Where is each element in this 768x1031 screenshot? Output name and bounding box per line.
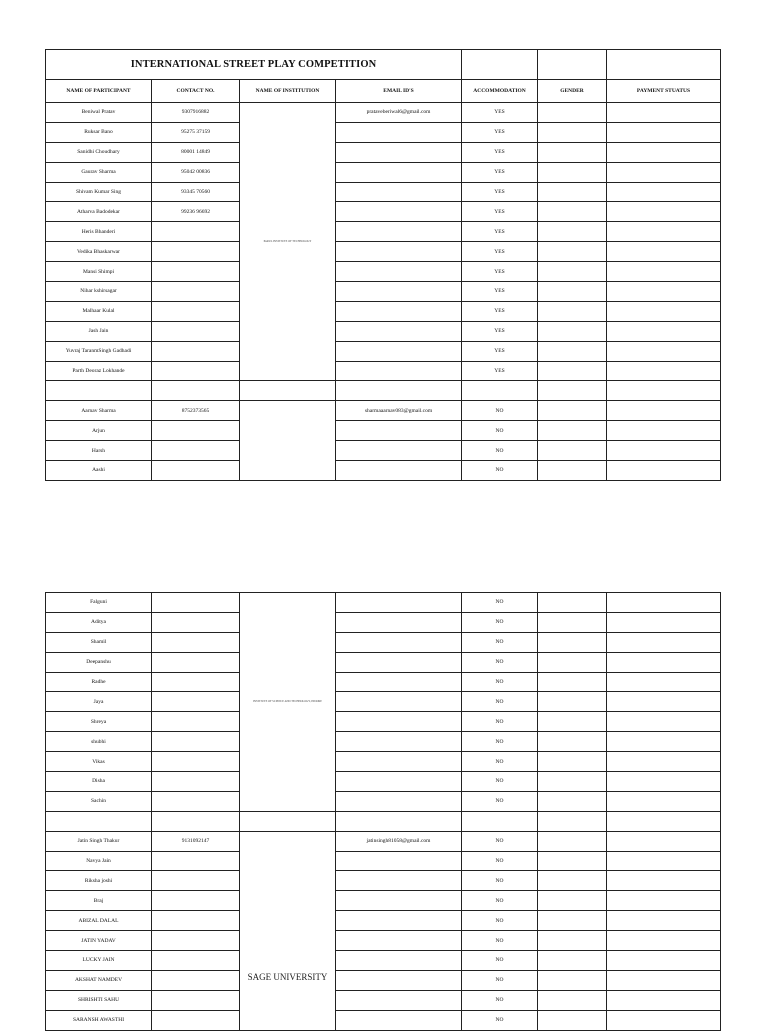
email-id <box>336 612 462 632</box>
contact-number <box>152 441 240 461</box>
email-id <box>336 951 462 971</box>
institution-name: INSTITUTE OF SCIENCE AND TECHNOLOGY, INDORE <box>240 593 336 812</box>
payment-status-value <box>607 321 721 341</box>
accommodation-value: NO <box>462 672 538 692</box>
table-row <box>46 970 721 990</box>
email-id <box>336 361 462 381</box>
table-row <box>46 593 721 613</box>
contact-number <box>152 970 240 990</box>
table-row <box>46 441 721 461</box>
accommodation-value: NO <box>462 990 538 1010</box>
table-row <box>46 791 721 811</box>
payment-status-value <box>607 772 721 792</box>
header-accommodation: ACCOMMODATION <box>462 80 538 103</box>
contact-number: 9307916882 <box>152 103 240 123</box>
payment-status-value <box>607 791 721 811</box>
payment-status-value <box>607 752 721 772</box>
payment-status-value <box>607 461 721 481</box>
participant-name: Vikas <box>46 752 152 772</box>
sheet-title: INTERNATIONAL STREET PLAY COMPETITION <box>46 50 462 80</box>
email-id <box>336 970 462 990</box>
email-id <box>336 931 462 951</box>
accommodation-value: YES <box>462 103 538 123</box>
gender-value <box>538 441 607 461</box>
gender-value <box>538 851 607 871</box>
contact-number: 95042 00836 <box>152 162 240 182</box>
email-id <box>336 341 462 361</box>
gender-value <box>538 891 607 911</box>
email-id <box>336 772 462 792</box>
accommodation-value: NO <box>462 931 538 951</box>
accommodation-value: NO <box>462 461 538 481</box>
accommodation-value: NO <box>462 632 538 652</box>
contact-number <box>152 652 240 672</box>
gender-value <box>538 222 607 242</box>
participant-name: SHRISHTI SAHU <box>46 990 152 1010</box>
table-row <box>46 931 721 951</box>
accommodation-value: NO <box>462 593 538 613</box>
payment-status-value <box>607 361 721 381</box>
table-row <box>46 891 721 911</box>
payment-status-value <box>607 672 721 692</box>
payment-status-value <box>607 162 721 182</box>
accommodation-value: YES <box>462 301 538 321</box>
participant-name: SARANSH AWASTHI <box>46 1010 152 1030</box>
gender-value <box>538 612 607 632</box>
accommodation-value: NO <box>462 970 538 990</box>
blank-row <box>46 811 721 831</box>
table-row <box>46 612 721 632</box>
payment-status-value <box>607 1010 721 1030</box>
table-row <box>46 1010 721 1030</box>
accommodation-value: NO <box>462 752 538 772</box>
contact-number <box>152 990 240 1010</box>
table-row <box>46 103 721 123</box>
payment-status-value <box>607 951 721 971</box>
accommodation-value: YES <box>462 262 538 282</box>
accommodation-value: NO <box>462 692 538 712</box>
participant-name: ABIZAL DALAL <box>46 911 152 931</box>
accommodation-value: NO <box>462 851 538 871</box>
contact-number <box>152 282 240 302</box>
accommodation-value: NO <box>462 712 538 732</box>
contact-number <box>152 421 240 441</box>
table-row <box>46 361 721 381</box>
accommodation-value: NO <box>462 652 538 672</box>
email-id <box>336 672 462 692</box>
table-row <box>46 632 721 652</box>
email-id <box>336 321 462 341</box>
email-id <box>336 752 462 772</box>
accommodation-value: YES <box>462 182 538 202</box>
participant-name: Mansi Shimpi <box>46 262 152 282</box>
participant-name: Jaya <box>46 692 152 712</box>
table-row <box>46 772 721 792</box>
payment-status-value <box>607 421 721 441</box>
email-id <box>336 282 462 302</box>
contact-number: 99236 96692 <box>152 202 240 222</box>
payment-status-value <box>607 262 721 282</box>
participant-name: Aditya <box>46 612 152 632</box>
accommodation-value: NO <box>462 421 538 441</box>
email-id <box>336 732 462 752</box>
accommodation-value: NO <box>462 1010 538 1030</box>
participant-name: Shivam Kumar Sing <box>46 182 152 202</box>
email-id <box>336 871 462 891</box>
accommodation-value: NO <box>462 871 538 891</box>
participant-name: Arjun <box>46 421 152 441</box>
email-id <box>336 990 462 1010</box>
email-id: jatinsingh81058@gmail.com <box>336 831 462 851</box>
gender-value <box>538 162 607 182</box>
header-email: EMAIL ID'S <box>336 80 462 103</box>
accommodation-value: YES <box>462 341 538 361</box>
email-id <box>336 441 462 461</box>
accommodation-value: NO <box>462 772 538 792</box>
contact-number <box>152 732 240 752</box>
accommodation-value: NO <box>462 831 538 851</box>
participant-name: AKSHAT NAMDEV <box>46 970 152 990</box>
payment-status-value <box>607 301 721 321</box>
blank-row <box>46 381 721 401</box>
accommodation-value: NO <box>462 891 538 911</box>
header-institution: NAME OF INSTITUTION <box>240 80 336 103</box>
email-id: prataveberiwal6@gmail.com <box>336 103 462 123</box>
payment-status-value <box>607 911 721 931</box>
email-id <box>336 421 462 441</box>
participant-name: Atharva Badodekar <box>46 202 152 222</box>
gender-value <box>538 282 607 302</box>
table-row <box>46 162 721 182</box>
email-id <box>336 222 462 242</box>
contact-number <box>152 361 240 381</box>
participant-name: Navya Jain <box>46 851 152 871</box>
payment-status-value <box>607 593 721 613</box>
contact-number <box>152 593 240 613</box>
payment-status-value <box>607 632 721 652</box>
participants-table-top <box>45 49 721 481</box>
participant-name: Beniwal Pratav <box>46 103 152 123</box>
contact-number: 8752373565 <box>152 401 240 421</box>
table-row <box>46 222 721 242</box>
participant-name: Heris Bhanderi <box>46 222 152 242</box>
header-contact: CONTACT NO. <box>152 80 240 103</box>
contact-number <box>152 891 240 911</box>
contact-number <box>152 612 240 632</box>
payment-status-value <box>607 712 721 732</box>
participant-name: Aarnav Sharma <box>46 401 152 421</box>
email-id <box>336 911 462 931</box>
contact-number <box>152 911 240 931</box>
email-id <box>336 652 462 672</box>
payment-status-value <box>607 732 721 752</box>
payment-status-value <box>607 341 721 361</box>
gender-value <box>538 103 607 123</box>
accommodation-value: YES <box>462 361 538 381</box>
accommodation-value: YES <box>462 282 538 302</box>
table-row <box>46 951 721 971</box>
gender-value <box>538 652 607 672</box>
contact-number <box>152 321 240 341</box>
accommodation-value: YES <box>462 142 538 162</box>
participant-name: Riksha joshi <box>46 871 152 891</box>
email-id <box>336 851 462 871</box>
email-id <box>336 242 462 262</box>
table-row <box>46 732 721 752</box>
table-row <box>46 142 721 162</box>
payment-status-value <box>607 122 721 142</box>
contact-number: 93345 70560 <box>152 182 240 202</box>
email-id <box>336 122 462 142</box>
gender-value <box>538 461 607 481</box>
payment-status-value <box>607 222 721 242</box>
gender-value <box>538 122 607 142</box>
email-id <box>336 142 462 162</box>
accommodation-value: NO <box>462 911 538 931</box>
gender-value <box>538 752 607 772</box>
participant-name: Ruksar Bano <box>46 122 152 142</box>
gender-value <box>538 401 607 421</box>
table-row <box>46 122 721 142</box>
accommodation-value: NO <box>462 732 538 752</box>
email-id <box>336 692 462 712</box>
gender-value <box>538 990 607 1010</box>
payment-status-value <box>607 652 721 672</box>
email-id <box>336 262 462 282</box>
participant-name: Jatin Singh Thakur <box>46 831 152 851</box>
table-row <box>46 871 721 891</box>
participant-name: Vedika Bhaskarwar <box>46 242 152 262</box>
header-participant: NAME OF PARTICIPANT <box>46 80 152 103</box>
payment-status-value <box>607 202 721 222</box>
contact-number <box>152 752 240 772</box>
payment-status-value <box>607 282 721 302</box>
payment-status-value <box>607 851 721 871</box>
payment-status-value <box>607 891 721 911</box>
payment-status-value <box>607 401 721 421</box>
gender-value <box>538 361 607 381</box>
accommodation-value: YES <box>462 222 538 242</box>
contact-number <box>152 1010 240 1030</box>
contact-number <box>152 951 240 971</box>
email-id <box>336 182 462 202</box>
participant-name: Malhaar Kulal <box>46 301 152 321</box>
payment-status-value <box>607 441 721 461</box>
gender-value <box>538 672 607 692</box>
contact-number: 80001 14849 <box>152 142 240 162</box>
email-id <box>336 301 462 321</box>
email-id <box>336 791 462 811</box>
institution-name: PARUL INSTITUTE OF TECHNOLOGY <box>240 103 336 381</box>
participant-name: Disha <box>46 772 152 792</box>
participant-name: Shamil <box>46 632 152 652</box>
gender-value <box>538 632 607 652</box>
participant-name: Parth Deoraz Lokhande <box>46 361 152 381</box>
payment-status-value <box>607 970 721 990</box>
email-id <box>336 1010 462 1030</box>
gender-value <box>538 182 607 202</box>
gender-value <box>538 202 607 222</box>
gender-value <box>538 911 607 931</box>
payment-status-value <box>607 831 721 851</box>
accommodation-value: NO <box>462 951 538 971</box>
email-id <box>336 162 462 182</box>
table-row <box>46 672 721 692</box>
header-payment: PAYMENT STUATUS <box>607 80 721 103</box>
email-id <box>336 632 462 652</box>
institution-name: SAGE UNIVERSITY <box>240 831 336 1030</box>
participant-name: Aashi <box>46 461 152 481</box>
table-row <box>46 851 721 871</box>
email-id <box>336 712 462 732</box>
email-id <box>336 461 462 481</box>
institution-name <box>240 401 336 481</box>
table-row <box>46 341 721 361</box>
contact-number <box>152 461 240 481</box>
table-row <box>46 990 721 1010</box>
gender-value <box>538 1010 607 1030</box>
table-row <box>46 301 721 321</box>
table-row <box>46 202 721 222</box>
contact-number <box>152 712 240 732</box>
payment-status-value <box>607 692 721 712</box>
email-id <box>336 593 462 613</box>
payment-status-value <box>607 182 721 202</box>
table-row <box>46 321 721 341</box>
contact-number <box>152 931 240 951</box>
participant-name: Yuvraj TaranmSingh Gadhadi <box>46 341 152 361</box>
contact-number <box>152 301 240 321</box>
table-row <box>46 752 721 772</box>
participant-name: Shreya <box>46 712 152 732</box>
email-id <box>336 891 462 911</box>
accommodation-value: YES <box>462 122 538 142</box>
contact-number <box>152 692 240 712</box>
gender-value <box>538 321 607 341</box>
table-row <box>46 282 721 302</box>
table-row <box>46 652 721 672</box>
participant-name: JATIN YADAV <box>46 931 152 951</box>
gender-value <box>538 301 607 321</box>
contact-number <box>152 341 240 361</box>
gender-value <box>538 931 607 951</box>
table-row <box>46 421 721 441</box>
participant-name: Sanidhi Choudhary <box>46 142 152 162</box>
payment-status-value <box>607 871 721 891</box>
contact-number <box>152 851 240 871</box>
table-row <box>46 461 721 481</box>
contact-number <box>152 672 240 692</box>
table-row <box>46 712 721 732</box>
contact-number: 95275 37159 <box>152 122 240 142</box>
gender-value <box>538 593 607 613</box>
contact-number: 9131092147 <box>152 831 240 851</box>
accommodation-value: NO <box>462 401 538 421</box>
contact-number <box>152 262 240 282</box>
payment-status-value <box>607 103 721 123</box>
contact-number <box>152 632 240 652</box>
gender-value <box>538 951 607 971</box>
contact-number <box>152 772 240 792</box>
table-row <box>46 911 721 931</box>
gender-value <box>538 732 607 752</box>
payment-status-value <box>607 612 721 632</box>
accommodation-value: YES <box>462 242 538 262</box>
gender-value <box>538 970 607 990</box>
gender-value <box>538 772 607 792</box>
participant-name: Harsh <box>46 441 152 461</box>
gender-value <box>538 692 607 712</box>
gender-value <box>538 871 607 891</box>
contact-number <box>152 791 240 811</box>
accommodation-value: NO <box>462 441 538 461</box>
accommodation-value: NO <box>462 791 538 811</box>
participant-name: Falguni <box>46 593 152 613</box>
participant-name: Deepanshu <box>46 652 152 672</box>
accommodation-value: YES <box>462 162 538 182</box>
contact-number <box>152 871 240 891</box>
participant-name: Gaurav Sharma <box>46 162 152 182</box>
participant-name: Sachin <box>46 791 152 811</box>
accommodation-value: NO <box>462 612 538 632</box>
table-row <box>46 692 721 712</box>
table-row <box>46 401 721 421</box>
participant-name: Nihar kshirsagar <box>46 282 152 302</box>
contact-number <box>152 242 240 262</box>
email-id <box>336 202 462 222</box>
gender-value <box>538 791 607 811</box>
payment-status-value <box>607 142 721 162</box>
gender-value <box>538 142 607 162</box>
participant-name: Braj <box>46 891 152 911</box>
accommodation-value: YES <box>462 321 538 341</box>
contact-number <box>152 222 240 242</box>
email-id: sharmaaarnav083@gmail.com <box>336 401 462 421</box>
gender-value <box>538 421 607 441</box>
participants-table-bottom <box>45 592 721 1031</box>
payment-status-value <box>607 242 721 262</box>
table-row <box>46 242 721 262</box>
payment-status-value <box>607 931 721 951</box>
payment-status-value <box>607 990 721 1010</box>
table-row <box>46 831 721 851</box>
header-gender: GENDER <box>538 80 607 103</box>
participant-name: shubhi <box>46 732 152 752</box>
accommodation-value: YES <box>462 202 538 222</box>
table-row <box>46 182 721 202</box>
gender-value <box>538 831 607 851</box>
participant-name: Radhe <box>46 672 152 692</box>
participant-name: Jash Jain <box>46 321 152 341</box>
gender-value <box>538 712 607 732</box>
table-row <box>46 262 721 282</box>
participant-name: LUCKY JAIN <box>46 951 152 971</box>
gender-value <box>538 341 607 361</box>
gender-value <box>538 242 607 262</box>
gender-value <box>538 262 607 282</box>
header-row <box>46 80 721 103</box>
